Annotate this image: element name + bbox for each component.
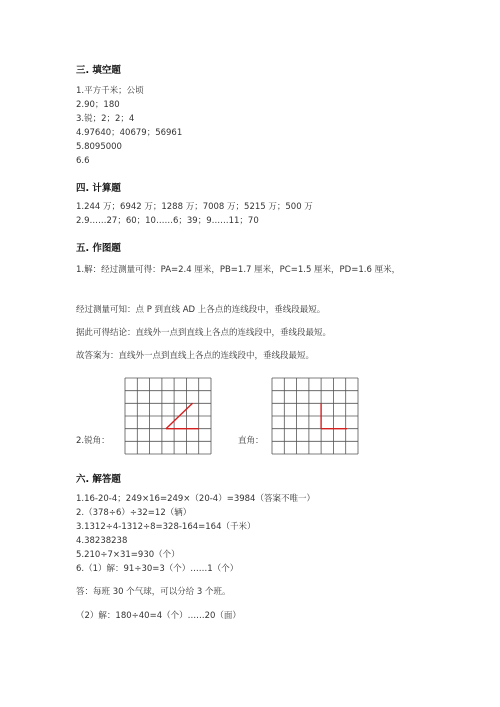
section-3-title: 三. 填空题 [76,65,121,76]
acute-angle-label: 2.锐角： [76,436,110,446]
section-5-paragraph-2: 经过测量可知：点 P 到直线 AD 上各点的连线段中，垂线段最短。 [76,305,326,315]
section-6-part-2: （2）解：180÷40=4（个）……20（面） [76,611,241,621]
section-4-item-1: 1.244 万；6942 万；1288 万；7008 万；5215 万；500 万 [76,202,313,212]
section-3-item-4: 4.97640；40679；56961 [76,128,183,138]
grid-lines [125,378,211,454]
section-3-item-5: 5.8095000 [76,142,122,152]
acute-angle-grid [124,377,212,455]
section-6-item-6: 6.（1）解：91÷30=3（个）……1（个） [76,564,239,574]
section-6-item-1: 1.16-20-4；249×16=249×（20-4）=3984（答案不唯一） [76,494,315,504]
section-5-paragraph-4: 故答案为：直线外一点到直线上各点的连线段中，垂线段最短。 [76,351,315,361]
section-6-item-2: 2.（378÷6）÷32=12（辆） [76,508,192,518]
right-angle-label: 直角： [238,436,264,446]
section-3-item-6: 6.6 [76,156,90,166]
section-6-item-4: 4.38238238 [76,536,128,546]
section-6-item-3: 3.1312÷4-1312÷8=328-164=164（千米） [76,522,256,532]
section-6-answer: 答：每班 30 个气球，可以分给 3 个班。 [76,587,231,597]
right-angle-grid [271,377,359,455]
section-5-title: 五. 作图题 [76,243,121,254]
section-6-title: 六. 解答题 [76,474,121,485]
section-5-paragraph-3: 据此可得结论：直线外一点到直线上各点的连线段中，垂线段最短。 [76,328,332,338]
section-4-item-2: 2.9……27；60；10……6；39；9……11；70 [76,216,259,226]
section-6-item-5: 5.210÷7×31=930（个） [76,550,180,560]
section-4-title: 四. 计算题 [76,183,121,194]
section-3-item-2: 2.90；180 [76,100,120,110]
section-3-item-3: 3.锐；2；2；4 [76,114,135,124]
section-3-item-1: 1.平方千米；公顷 [76,86,144,96]
section-5-paragraph-1: 1.解：经过测量可得：PA=2.4 厘米，PB=1.7 厘米，PC=1.5 厘米，PD=1.6 厘米， [76,265,401,275]
grid-lines [272,378,358,454]
